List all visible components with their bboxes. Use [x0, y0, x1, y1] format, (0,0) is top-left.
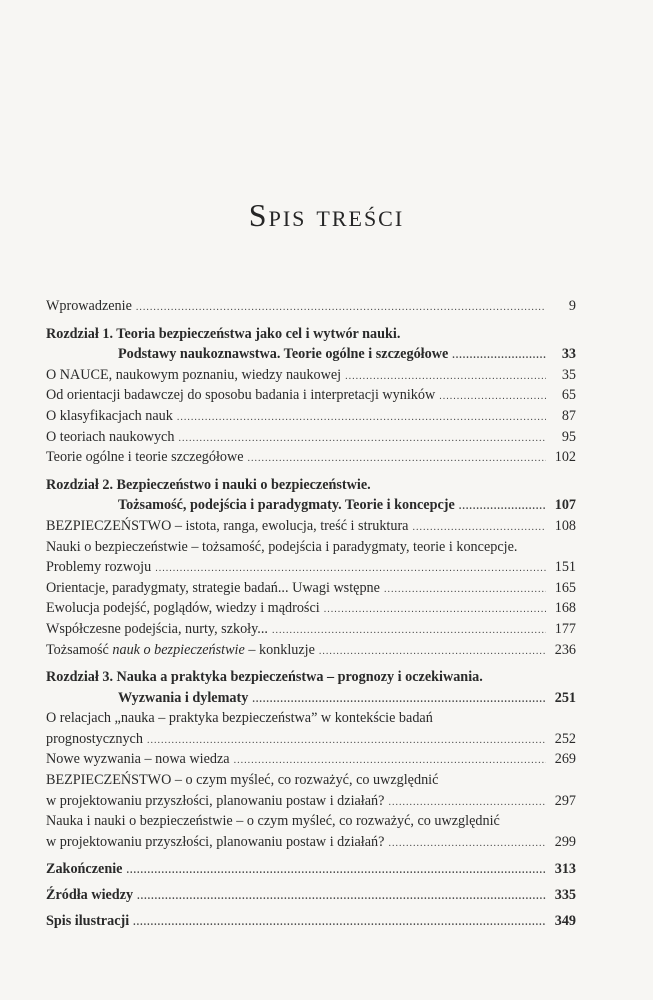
toc-entry-line1[interactable]: Nauka i nauki o bezpieczeństwie – o czym myśleć, co rozważyć, co uwzględnić: [46, 813, 500, 830]
toc-entry-line2[interactable]: prognostycznych ..... 252: [46, 731, 576, 752]
chapter-3-heading[interactable]: Rozdział 3. Nauka a praktyka bezpieczeństwa – prognozy i oczekiwania.: [46, 669, 483, 686]
chapter-1-subheading[interactable]: Podstawy naukoznawstwa. Teorie ogólne i szczegółowe ..... 33: [46, 346, 576, 367]
toc-entry-line1[interactable]: Nauki o bezpieczeństwie – tożsamość, podejścia i paradygmaty, teorie i koncepcje.: [46, 538, 518, 555]
toc-entry-illustrations[interactable]: Spis ilustracji ..... 349: [46, 913, 576, 934]
page-number: 9: [568, 298, 576, 314]
toc-entry[interactable]: Współczesne podejścia, nurty, szkoły... ..... 177: [46, 621, 576, 642]
toc-entry-line1[interactable]: BEZPIECZEŃSTWO – o czym myśleć, co rozważyć, co uwzględnić: [46, 772, 439, 789]
toc-entry-intro[interactable]: Wprowadzenie ..... 9: [46, 298, 576, 319]
table-of-contents: [46, 298, 576, 933]
chapter-2-heading[interactable]: Rozdział 2. Bezpieczeństwo i nauki o bezpieczeństwie.: [46, 476, 371, 493]
toc-entry-sources[interactable]: Źródła wiedzy ..... 335: [46, 887, 576, 908]
toc-entry[interactable]: O klasyfikacjach nauk ..... 87: [46, 408, 576, 429]
toc-entry[interactable]: Od orientacji badawczej do sposobu badania i interpretacji wyników ..... 65: [46, 387, 576, 408]
toc-entry[interactable]: BEZPIECZEŃSTWO – istota, ranga, ewolucja, treść i struktura ..... 108: [46, 518, 576, 539]
page-title: Spis treści: [248, 197, 405, 233]
toc-entry[interactable]: Tożsamość nauk o bezpieczeństwie – konkluzje ..... 236: [46, 642, 576, 663]
toc-entry-ending[interactable]: Zakończenie ..... 313: [46, 861, 576, 882]
chapter-3-subheading[interactable]: Wyzwania i dylematy ..... 251: [46, 690, 576, 711]
toc-entry-line2[interactable]: w projektowaniu przyszłości, planowaniu postaw i działań? ..... 299: [46, 834, 576, 855]
chapter-1-heading[interactable]: Rozdział 1. Teoria bezpieczeństwa jako cel i wytwór nauki.: [46, 325, 401, 342]
chapter-2-subheading[interactable]: Tożsamość, podejścia i paradygmaty. Teorie i koncepcje ..... 107: [46, 497, 576, 518]
toc-entry-line2[interactable]: Problemy rozwoju ..... 151: [46, 559, 576, 580]
toc-entry[interactable]: Nowe wyzwania – nowa wiedza ..... 269: [46, 751, 576, 772]
toc-entry-line1[interactable]: O relacjach „nauka – praktyka bezpieczeństwa” w kontekście badań: [46, 710, 433, 727]
toc-entry-line2[interactable]: w projektowaniu przyszłości, planowaniu postaw i działań? ..... 297: [46, 793, 576, 814]
toc-entry[interactable]: O NAUCE, naukowym poznaniu, wiedzy naukowej ..... 35: [46, 367, 576, 388]
toc-entry[interactable]: Teorie ogólne i teorie szczegółowe ..... 102: [46, 449, 576, 470]
toc-entry[interactable]: O teoriach naukowych ..... 95: [46, 429, 576, 450]
toc-entry[interactable]: Ewolucja podejść, poglądów, wiedzy i mądrości ..... 168: [46, 600, 576, 621]
toc-entry[interactable]: Orientacje, paradygmaty, strategie badań... Uwagi wstępne ..... 165: [46, 580, 576, 601]
